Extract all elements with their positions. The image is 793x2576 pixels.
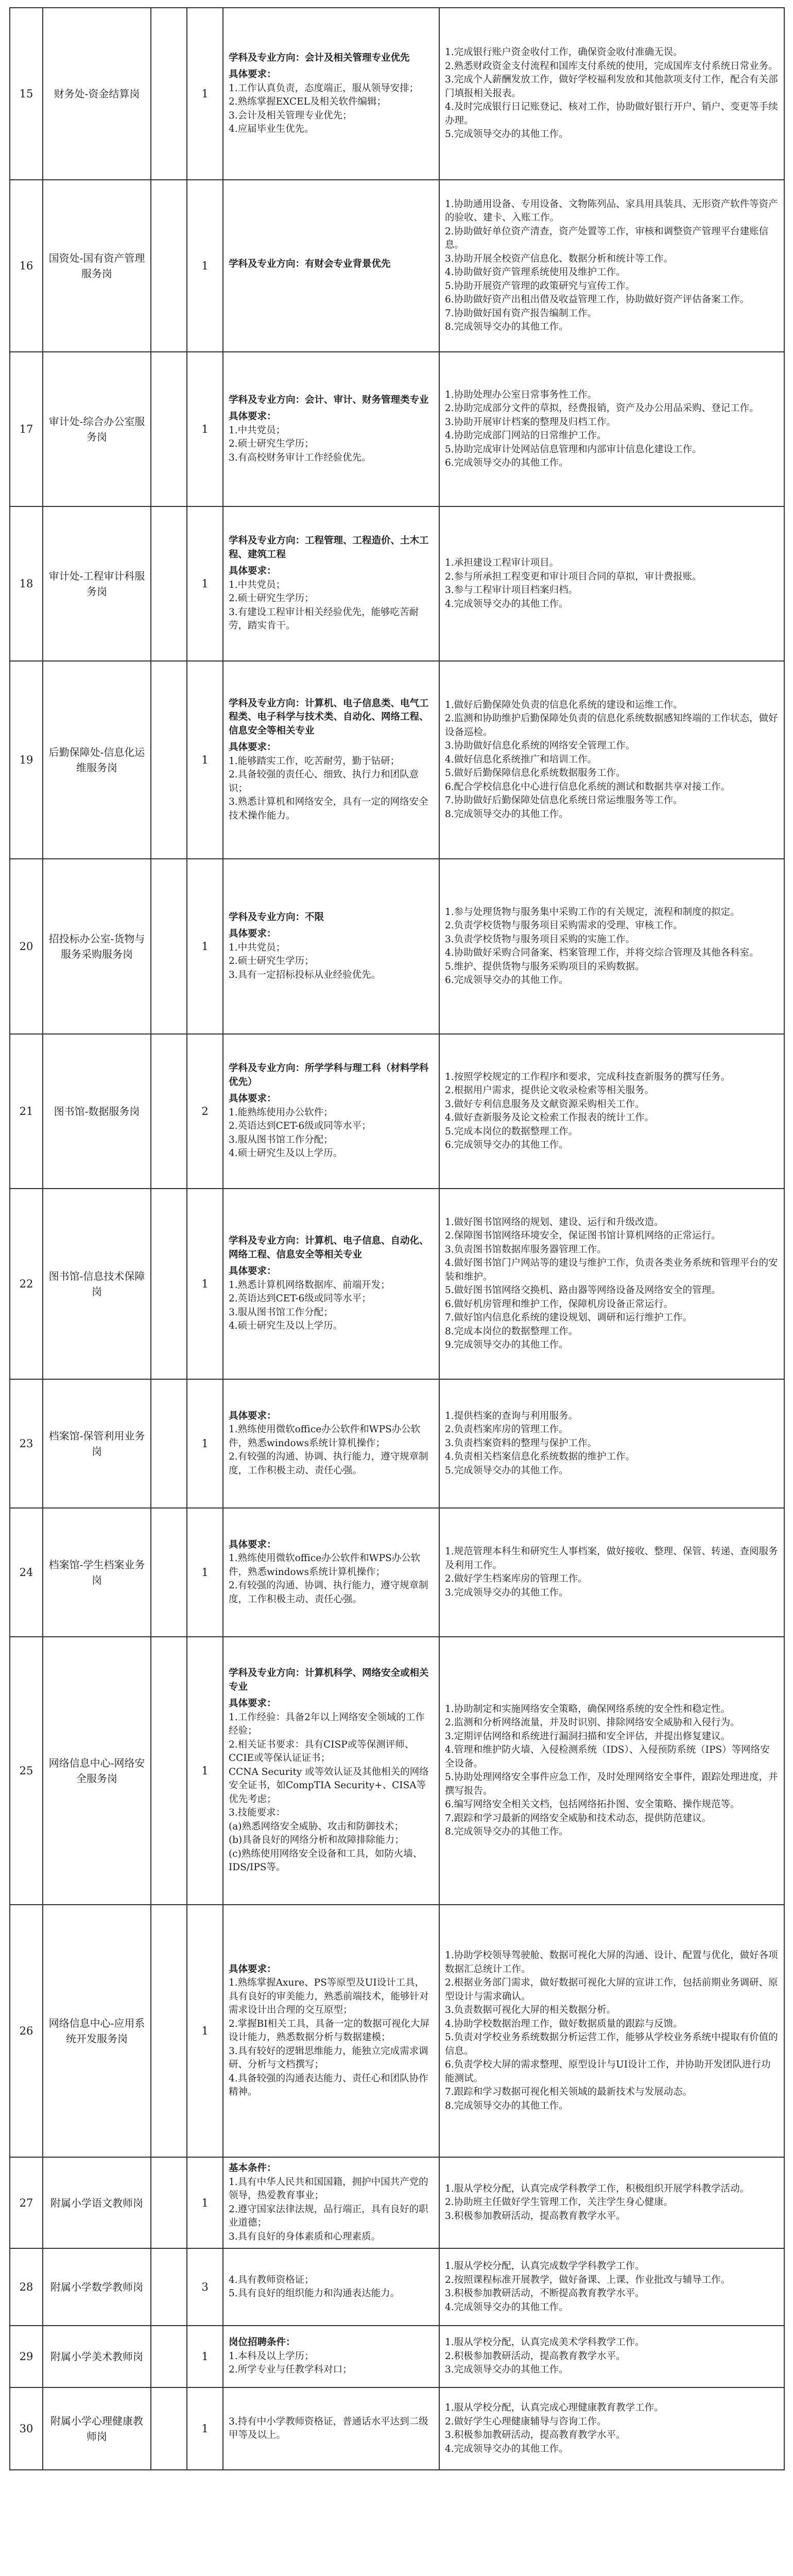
table-row <box>10 2248 784 2326</box>
requirement-heading: 具体要求： <box>229 1698 277 1709</box>
major-requirement: 学科及专业方向：有财会专业背景优先 <box>229 258 391 269</box>
requirement-line: 2.掌握BI相关工具，具备一定的数据可视化大屏设计能力，熟悉数据分析与数据建模； <box>229 2018 430 2043</box>
requirement-line: 4.硕士研究生及以上学历。 <box>229 1148 343 1159</box>
post-name: 附属小学数学教师岗 <box>43 2248 151 2326</box>
post-name: 审计处-综合办公室服务岗 <box>43 352 151 506</box>
requirements-cell <box>223 1034 439 1189</box>
requirement-line: 4.具备较强的沟通表达能力、责任心和团队协作精神。 <box>229 2073 428 2097</box>
post-name: 网络信息中心-网络安全服务岗 <box>43 1637 151 1905</box>
major-requirement: 学科及专业方向：计算机、电子信息类、电气工程类、电子科学与技术类、自动化、网络工程、信息安全等相关专业 <box>229 698 429 736</box>
duty-line: 1.做好后勤保障处负责的信息化系统的建设和运维工作。 <box>445 699 683 710</box>
duty-line: 6.负责学校大屏的需求整理、原型设计与UI设计工作，并协助开发团队进行功能测试。 <box>445 2059 771 2084</box>
duty-line: 1.承担建设工程审计项目。 <box>445 557 559 568</box>
post-name: 附属小学美术教师岗 <box>43 2326 151 2387</box>
requirement-line: 1.熟练掌握Axure、PS等原型及UI设计工具，具有良好的审美能力，熟悉前端技术，能够针对需求设计出合理的交互原型； <box>229 1977 429 2015</box>
post-category <box>151 1034 187 1189</box>
duty-line: 1.服从学校分配，认真完成数学学科教学工作。 <box>445 2261 645 2272</box>
duty-line: 1.协助处理办公室日常事务性工作。 <box>445 389 597 400</box>
duty-line: 2.负责档案库房的管理工作。 <box>445 1424 568 1435</box>
requirement-line: CCNA Security 或等效认证及其他相关的网络安全证书，如CompTIA Security+、CISA等优先考虑； <box>229 1766 429 1805</box>
requirements-cell <box>223 2387 439 2470</box>
requirement-line: 3.服从图书馆工作分配； <box>229 1307 333 1318</box>
duty-line: 3.积极参加教研活动，提高教育教学水平。 <box>445 2210 626 2222</box>
duty-line: 7.做好馆内信息化系统的建设规划、调研和运行维护工作。 <box>445 1312 693 1323</box>
duty-line: 4.做好查新服务及论文检索工作报表的统计工作。 <box>445 1112 654 1123</box>
requirement-line: 2.所学专业与任教学科对口； <box>229 2364 352 2376</box>
post-name: 图书馆-信息技术保障岗 <box>43 1189 151 1379</box>
duties-cell <box>439 859 784 1034</box>
duty-line: 5.完成领导交办的其他工作。 <box>445 1465 568 1476</box>
duty-line: 1.完成银行账户资金收付工作，确保资金收付准确无误。 <box>445 47 683 58</box>
row-number: 21 <box>10 1034 43 1189</box>
row-number: 29 <box>10 2326 43 2387</box>
post-name: 后勤保障处-信息化运维服务岗 <box>43 661 151 859</box>
post-name: 审计处-工程审计科服务岗 <box>43 506 151 661</box>
duty-line: 2.保障图书馆网络环境安全，保证图书馆计算机网络的正常运行。 <box>445 1230 721 1241</box>
requirements-cell <box>223 1189 439 1379</box>
table-row <box>10 1189 784 1379</box>
hire-count: 1 <box>187 1637 223 1905</box>
row-number: 19 <box>10 661 43 859</box>
requirements-cell <box>223 661 439 859</box>
duty-line: 5.维护、提供货物与服务采购项目的采购数据。 <box>445 961 645 972</box>
duties-cell <box>439 8 784 180</box>
post-category <box>151 661 187 859</box>
requirement-heading: 具体要求： <box>229 566 277 577</box>
table-row <box>10 180 784 352</box>
duties-cell <box>439 1034 784 1189</box>
duty-line: 6.完成领导交办的其他工作。 <box>445 1140 568 1150</box>
requirement-line: 2.英语达到CET-6级或同等水平； <box>229 1121 371 1132</box>
post-name: 附属小学心理健康教师岗 <box>43 2387 151 2470</box>
requirement-line: 1.中共党员； <box>229 942 286 953</box>
duty-line: 4.协助学校数据治理工作，做好数据质量的跟踪与反馈。 <box>445 2018 683 2029</box>
hire-count: 1 <box>187 352 223 506</box>
duty-line: 1.服从学校分配，认真完成美术学科教学工作。 <box>445 2337 645 2348</box>
duty-line: 1.服从学校分配，认真完成心理健康教育教学工作。 <box>445 2402 664 2413</box>
post-name: 图书馆-数据服务岗 <box>43 1034 151 1189</box>
duty-line: 4.做好图书馆门户网站等的建设与维护工作，负责各类业务系统和管理平台的安装和维护。 <box>445 1258 778 1282</box>
requirement-heading: 具体要求： <box>229 1093 277 1105</box>
requirement-line: 2.硕士研究生学历； <box>229 956 314 967</box>
requirement-line: 2.硕士研究生学历； <box>229 593 314 604</box>
duty-line: 3.积极参加教研活动，不断提高教育教学水平。 <box>445 2288 645 2299</box>
requirement-line: 2.有较强的沟通、协调、执行能力，遵守规章制度，工作积极主动、责任心强。 <box>229 1580 428 1605</box>
duty-line: 2.协助班主任做好学生管理工作，关注学生身心健康。 <box>445 2197 674 2208</box>
duty-line: 2.积极参加教研活动，提高教育教学水平。 <box>445 2350 626 2362</box>
duty-line: 4.协助做好资产管理系统使用及维护工作。 <box>445 267 626 278</box>
row-number: 28 <box>10 2248 43 2326</box>
requirement-heading: 具体要求： <box>229 411 277 422</box>
duty-line: 1.协助学校领导驾驶舱、数据可视化大屏的沟通、设计、配置与优化，做好各项数据汇总统计工作。 <box>445 1950 778 1975</box>
hire-count: 1 <box>187 661 223 859</box>
duty-line: 3.负责图书馆数据库服务器管理工作。 <box>445 1244 607 1255</box>
table-row <box>10 2326 784 2387</box>
duty-line: 8.完成领导交办的其他工作。 <box>445 321 568 332</box>
major-requirement: 学科及专业方向：工程管理、工程造价、土木工程、建筑工程 <box>229 535 429 560</box>
table-row <box>10 661 784 859</box>
duty-line: 4.负责相关档案信息化系统数据的维护工作。 <box>445 1451 635 1463</box>
requirement-line: 2.英语达到CET-6级或同等水平； <box>229 1293 371 1304</box>
duty-line: 5.做好图书馆网络交换机、路由器等网络设备及网络安全的管理。 <box>445 1285 721 1296</box>
duty-line: 5.协助处理网络安全事件应急工作，及时处理网络安全事件，跟踪处理进度，并撰写报告。 <box>445 1772 778 1797</box>
duty-line: 2.参与所承担工程变更和审计项目合同的草拟，审计费报账。 <box>445 571 702 582</box>
row-number: 23 <box>10 1379 43 1508</box>
hire-count: 1 <box>187 1189 223 1379</box>
duties-cell <box>439 2387 784 2470</box>
row-number: 22 <box>10 1189 43 1379</box>
duties-cell <box>439 1905 784 2157</box>
requirement-line: 1.中共党员； <box>229 579 286 590</box>
duty-line: 3.完成领导交办的其他工作。 <box>445 2364 568 2376</box>
duties-cell <box>439 1189 784 1379</box>
job-posts-body <box>10 8 784 2470</box>
requirement-line: 1.熟练使用微软office办公软件和WPS办公软件，熟悉windows系统计算机操作； <box>229 1553 421 1578</box>
duty-line: 4.完成领导交办的其他工作。 <box>445 2443 568 2454</box>
duty-line: 3.负责数据可视化大屏的相关数据分析。 <box>445 2005 616 2015</box>
duty-line: 1.服从学校分配，认真完成学科教学工作，积极组织开展学科教学活动。 <box>445 2183 750 2194</box>
table-row <box>10 2157 784 2248</box>
hire-count: 2 <box>187 1034 223 1189</box>
duty-line: 7.跟踪和学习数据可视化相关领域的最新技术与发展动态。 <box>445 2087 693 2097</box>
duty-line: 1.按照学校规定的工作程序和要求，完成科技查新服务的撰写任务。 <box>445 1071 731 1082</box>
requirement-line: 3.熟悉计算机和网络安全，具有一定的网络安全技术操作能力。 <box>229 796 428 821</box>
duty-line: 3.负责学校货物与服务项目采购的实施工作。 <box>445 934 635 945</box>
post-name: 招投标办公室-货物与服务采购服务岗 <box>43 859 151 1034</box>
requirement-line: 3.具有较好的逻辑思维能力，能独立完成需求调研、分析与文档撰写； <box>229 2045 428 2070</box>
duty-line: 5.完成领导交办的其他工作。 <box>445 129 568 140</box>
duty-line: 6.完成领导交办的其他工作。 <box>445 975 568 986</box>
requirements-cell <box>223 2157 439 2248</box>
hire-count: 1 <box>187 859 223 1034</box>
requirement-line: 3.会计及相关管理专业优先； <box>229 110 352 121</box>
requirement-line: 2.硕士研究生学历； <box>229 438 314 450</box>
table-row <box>10 8 784 180</box>
post-category <box>151 2387 187 2470</box>
duty-line: 3.完成个人薪酬发放工作，做好学校福利发放和其他款项支付工作，配合有关部门填报相关报表。 <box>445 74 778 99</box>
duty-line: 3.参与工程审计项目档案归档。 <box>445 585 578 596</box>
row-number: 25 <box>10 1637 43 1905</box>
post-name: 国资处-国有资产管理服务岗 <box>43 180 151 352</box>
post-name: 附属小学语文教师岗 <box>43 2157 151 2248</box>
duties-cell <box>439 2157 784 2248</box>
requirement-line: (c)熟练使用网络安全设备和工具，如防火墙、IDS/IPS等。 <box>229 1848 423 1873</box>
duty-line: 7.跟踪和学习最新的网络安全威胁和技术动态，提供防范建议。 <box>445 1812 712 1824</box>
hire-count: 1 <box>187 8 223 180</box>
table-row <box>10 1905 784 2157</box>
post-category <box>151 1508 187 1637</box>
post-category <box>151 8 187 180</box>
row-number: 15 <box>10 8 43 180</box>
post-category <box>151 1905 187 2157</box>
requirement-heading: 具体要求： <box>229 928 277 940</box>
post-name: 财务处-资金结算岗 <box>43 8 151 180</box>
duty-line: 7.协助做好国有资产报告编制工作。 <box>445 308 597 319</box>
requirement-line: 2.有较强的沟通、协调、执行能力，遵守规章制度，工作积极主动、责任心强。 <box>229 1451 428 1476</box>
duties-cell <box>439 661 784 859</box>
duty-line: 2.监测和分析网络流量，并及时识别、排除网络安全威胁和入侵行为。 <box>445 1717 740 1728</box>
requirements-cell <box>223 352 439 506</box>
requirement-line: 3.有高校财务审计工作经验优先。 <box>229 452 371 463</box>
hire-count: 1 <box>187 2326 223 2387</box>
requirement-line: 1.熟练使用微软office办公软件和WPS办公软件，熟悉windows系统计算机操作； <box>229 1424 421 1449</box>
requirement-line: 4.硕士研究生及以上学历。 <box>229 1320 343 1332</box>
duty-line: 1.协助通用设备、专用设备、文物陈列品、家具用具装具、无形资产软件等资产的验收、建卡、入账工作。 <box>445 198 778 223</box>
row-number: 26 <box>10 1905 43 2157</box>
requirement-line: 3.技能要求： <box>229 1807 286 1819</box>
duty-line: 8.完成领导交办的其他工作。 <box>445 2100 568 2111</box>
requirement-line: 5.具有良好的组织能力和沟通表达能力。 <box>229 2288 400 2299</box>
duty-line: 5.负责对学校业务系统数据分析运营工作，能够从学校业务系统中提取有价值的信息。 <box>445 2032 778 2057</box>
row-number: 27 <box>10 2157 43 2248</box>
duty-line: 9.完成领导交办的其他工作。 <box>445 1340 568 1350</box>
requirements-cell <box>223 506 439 661</box>
duty-line: 4.协助完成部门网站的日常维护工作。 <box>445 430 607 441</box>
duty-line: 2.根据业务部门需求，做好数据可视化大屏的宣讲工作，包括前期业务调研、原型设计与需求确认。 <box>445 1977 778 2002</box>
requirement-line: 1.工作认真负责，态度端正，服从领导安排； <box>229 82 419 94</box>
post-category <box>151 2326 187 2387</box>
requirements-cell <box>223 1637 439 1905</box>
duty-line: 2.负责学校货物与服务项目采购需求的受理、审核工作。 <box>445 920 683 931</box>
duty-line: 1.协助制定和实施网络安全策略，确保网络系统的安全性和稳定性。 <box>445 1703 731 1715</box>
duty-line: 5.做好后勤保障信息化系统数据服务工作。 <box>445 768 626 779</box>
requirements-cell <box>223 859 439 1034</box>
requirement-line: 3.具有一定招标投标从业经验优先。 <box>229 969 381 980</box>
requirement-heading: 具体要求： <box>229 1410 277 1421</box>
requirement-line: 3.服从图书馆工作分配； <box>229 1134 333 1145</box>
duty-line: 1.做好图书馆网络的规划、建设、运行和升级改造。 <box>445 1216 664 1228</box>
duty-line: 4.完成领导交办的其他工作。 <box>445 598 568 609</box>
duty-line: 2.协助做好单位资产清查，资产处置等工作，审核和调整资产管理平台建账信息。 <box>445 226 769 250</box>
requirement-line: 1.能够踏实工作，吃苦耐劳，勤于钻研； <box>229 755 400 767</box>
hire-count: 1 <box>187 506 223 661</box>
hire-count: 1 <box>187 180 223 352</box>
table-row <box>10 2387 784 2470</box>
requirement-line: 3.具有良好的身体素质和心理素质。 <box>229 2231 381 2242</box>
duty-line: 3.负责档案资料的整理与保护工作。 <box>445 1437 597 1449</box>
duty-line: 3.协助做好信息化系统的网络安全管理工作。 <box>445 740 635 752</box>
requirements-cell <box>223 1508 439 1637</box>
duty-line: 4.管理和维护防火墙、入侵检测系统（IDS）、入侵预防系统（IPS）等网络安全设备。 <box>445 1744 770 1769</box>
table-row <box>10 352 784 506</box>
requirement-line: 2.具备较强的责任心、细致、执行力和团队意识； <box>229 769 419 794</box>
post-name: 档案馆-学生档案业务岗 <box>43 1508 151 1637</box>
post-name: 网络信息中心-应用系统开发服务岗 <box>43 1905 151 2157</box>
duty-line: 6.协助做好资产出租出借及收益管理工作，协助做好资产评估备案工作。 <box>445 294 750 305</box>
requirement-heading: 具体要求： <box>229 742 277 753</box>
requirement-heading: 岗位招聘条件： <box>229 2337 296 2348</box>
row-number: 17 <box>10 352 43 506</box>
duty-line: 2.做好学生心理健康辅导与咨询工作。 <box>445 2416 607 2427</box>
requirement-line: 4.应届毕业生优先。 <box>229 124 314 134</box>
row-number: 24 <box>10 1508 43 1637</box>
requirements-cell <box>223 2248 439 2326</box>
requirement-line: (b)具备良好的网络分析和故障排除能力； <box>229 1835 404 1846</box>
duty-line: 8.完成领导交办的其他工作。 <box>445 1826 568 1837</box>
hire-count: 1 <box>187 2387 223 2470</box>
major-requirement: 学科及专业方向：会计、审计、财务管理类专业 <box>229 394 429 405</box>
hire-count: 1 <box>187 1379 223 1508</box>
duty-line: 1.规范管理本科生和研究生人事档案，做好接收、整理、保管、转递、查阅服务及利用工作。 <box>445 1546 778 1571</box>
post-category <box>151 859 187 1034</box>
post-category <box>151 2248 187 2326</box>
duty-line: 2.做好学生档案库房的管理工作。 <box>445 1573 588 1584</box>
requirement-heading: 具体要求： <box>229 69 277 80</box>
duty-line: 2.按照课程标准开展教学，做好备课、上课、作业批改与辅导工作。 <box>445 2274 731 2285</box>
duty-line: 3.协助开展全校资产信息化、数据分析和统计等工作。 <box>445 253 674 264</box>
duties-cell <box>439 2326 784 2387</box>
duties-cell <box>439 180 784 352</box>
duty-line: 1.参与处理货物与服务集中采购工作的有关规定，流程和制度的拟定。 <box>445 906 740 918</box>
duty-line: 6.做好机房管理和维护工作，保障机房设备正常运行。 <box>445 1298 674 1310</box>
requirement-line: 2.相关证书要求：具有CISP或等保测评师、CCIE或等保认证证书； <box>229 1739 415 1764</box>
duty-line: 5.协助完成审计处网站信息管理和内部审计信息化建设工作。 <box>445 444 702 455</box>
post-category <box>151 2157 187 2248</box>
duty-line: 4.完成领导交办的其他工作。 <box>445 2301 568 2313</box>
duty-line: 4.做好信息化系统推广和培训工作。 <box>445 754 597 765</box>
major-requirement: 学科及专业方向：不限 <box>229 911 324 923</box>
requirement-line: 2.熟练掌握EXCEL及相关软件编辑； <box>229 96 386 107</box>
table-row <box>10 506 784 661</box>
requirement-line: 1.本科及以上学历； <box>229 2350 314 2362</box>
duty-line: 8.完成领导交办的其他工作。 <box>445 808 568 820</box>
post-category <box>151 1637 187 1905</box>
requirement-heading: 具体要求： <box>229 1539 277 1550</box>
post-category <box>151 1189 187 1379</box>
post-category <box>151 506 187 661</box>
requirements-cell <box>223 1379 439 1508</box>
major-requirement: 学科及专业方向：计算机、电子信息、自动化、网络工程、信息安全等相关专业 <box>229 1235 429 1260</box>
requirement-heading: 具体要求： <box>229 1963 277 1975</box>
requirement-line: 1.能熟练使用办公软件； <box>229 1107 333 1118</box>
requirements-cell <box>223 2326 439 2387</box>
requirement-line: (a)熟悉网络安全威胁、攻击和防御技术； <box>229 1821 404 1832</box>
requirement-line: 3.有建设工程审计相关经验优先，能够吃苦耐劳，踏实肯干。 <box>229 606 419 632</box>
table-row <box>10 1034 784 1189</box>
requirement-line: 3.持有中小学教师资格证，普通话水平达到二级甲等及以上。 <box>229 2416 428 2441</box>
duty-line: 7.协助做好后勤保障处信息化系统日常运维服务等工作。 <box>445 795 683 806</box>
table-row <box>10 859 784 1034</box>
duties-cell <box>439 1508 784 1637</box>
major-requirement: 学科及专业方向：计算机科学、网络安全或相关专业 <box>229 1668 429 1692</box>
major-requirement: 学科及专业方向：会计及相关管理专业优先 <box>229 52 410 63</box>
duties-cell <box>439 506 784 661</box>
duty-line: 4.协助做好采购合同备案、档案管理工作，并将交综合管理及其他各科室。 <box>445 947 759 958</box>
duty-line: 2.协助完成部分文件的草拟，经费报销，资产及办公用品采购、登记工作。 <box>445 403 759 414</box>
hire-count: 1 <box>187 1508 223 1637</box>
duty-line: 6.编写网络安全相关文档，包括网络拓扑图、安全策略、操作规范等。 <box>445 1799 740 1810</box>
duty-line: 2.根据用户需求，提供论文收录检索等相关服务。 <box>445 1085 654 1096</box>
duties-cell <box>439 1637 784 1905</box>
requirements-cell <box>223 180 439 352</box>
table-row <box>10 1379 784 1508</box>
duty-line: 1.提供档案的查询与利用服务。 <box>445 1410 578 1421</box>
requirement-line: 1.具有中华人民共和国国籍，拥护中国共产党的领导，热爱教育事业； <box>229 2176 428 2201</box>
hire-count: 1 <box>187 1905 223 2157</box>
duties-cell <box>439 2248 784 2326</box>
duty-line: 4.及时完成银行日记账登记、核对工作，协助做好银行开户、销户、变更等手续办理。 <box>445 101 778 126</box>
duty-line: 3.完成领导交办的其他工作。 <box>445 1587 568 1598</box>
duty-line: 6.完成领导交办的其他工作。 <box>445 457 568 468</box>
post-name: 档案馆-保管利用业务岗 <box>43 1379 151 1508</box>
hire-count: 1 <box>187 2157 223 2248</box>
requirements-cell <box>223 1905 439 2157</box>
row-number: 16 <box>10 180 43 352</box>
row-number: 18 <box>10 506 43 661</box>
hire-count: 3 <box>187 2248 223 2326</box>
duty-line: 2.监测和协助维护后勤保障处负责的信息化系统数据感知终端的工作状态，做好设备巡检。 <box>445 713 778 738</box>
duty-line: 3.定期评估网络和系统进行漏洞扫描和安全评估，并提出修复建议。 <box>445 1731 731 1742</box>
duty-line: 5.协助开展资产管理的政策研究与宣传工作。 <box>445 280 635 292</box>
post-category <box>151 1379 187 1508</box>
duty-line: 3.积极参加教研活动，提高教育教学水平。 <box>445 2430 626 2441</box>
post-category <box>151 180 187 352</box>
duty-line: 8.完成本岗位的数据整理工作。 <box>445 1326 578 1337</box>
requirement-heading: 基本条件： <box>229 2163 277 2174</box>
duty-line: 5.完成本岗位的数据整理工作。 <box>445 1126 578 1137</box>
duties-cell <box>439 1379 784 1508</box>
requirement-line: 1.工作经验：具备2年以上网络安全领域的工作经验； <box>229 1711 425 1737</box>
duty-line: 2.熟悉财政资金支付流程和国库支付系统的使用，完成国库支付系统日常业务。 <box>445 60 778 72</box>
duty-line: 3.做好专利信息服务及文献资源采购相关工作。 <box>445 1098 645 1110</box>
requirements-cell <box>223 8 439 180</box>
row-number: 20 <box>10 859 43 1034</box>
duty-line: 6.配合学校信息化中心进行信息化系统的测试和数据共享对接工作。 <box>445 781 731 792</box>
requirement-heading: 具体要求： <box>229 1266 277 1277</box>
table-row <box>10 1508 784 1637</box>
requirement-line: 1.熟悉计算机网络数据库、前端开发； <box>229 1279 390 1291</box>
duty-line: 3.协助开展审计档案的整理及归档工作。 <box>445 416 616 428</box>
major-requirement: 学科及专业方向：所学学科与理工科（材料学科优先） <box>229 1063 429 1088</box>
row-number: 30 <box>10 2387 43 2470</box>
requirement-line: 1.中共党员； <box>229 425 286 436</box>
post-category <box>151 352 187 506</box>
duties-cell <box>439 352 784 506</box>
requirement-line: 4.具有教师资格证； <box>229 2274 314 2285</box>
job-posts-table <box>9 7 785 2470</box>
table-row <box>10 1637 784 1905</box>
requirement-line: 2.遵守国家法律法规，品行端正，具有良好的职业道德； <box>229 2204 428 2228</box>
